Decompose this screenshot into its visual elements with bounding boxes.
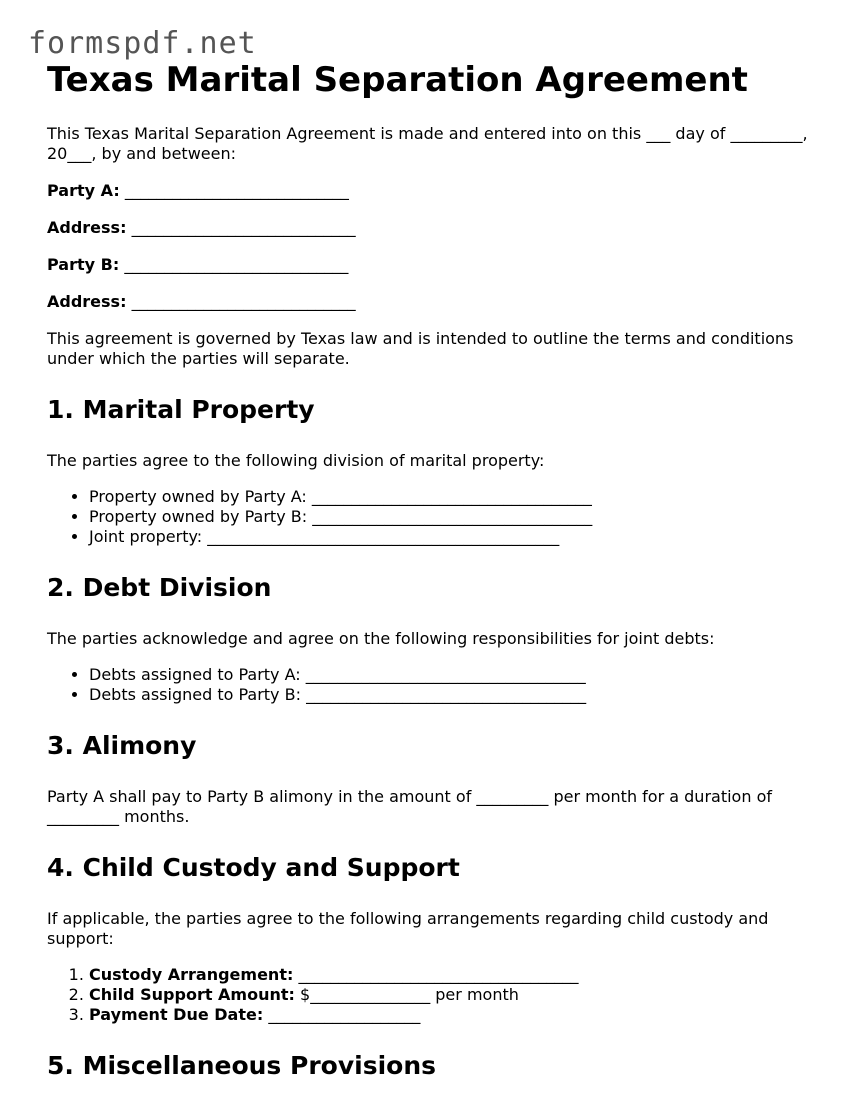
field-address-b: [47, 292, 817, 312]
field-blank: ____________________________: [131, 292, 356, 311]
section-text-alimony: Party A shall pay to Party B alimony in the amount of _________ per month for a duration of _________ months.: [47, 787, 772, 826]
property-list: [47, 487, 817, 547]
document-title: Texas Marital Separation Agreement: [47, 60, 748, 100]
list-item: • Debts assigned to Party A: ___________________________________: [89, 665, 817, 685]
debt-list: [47, 665, 817, 705]
section-heading-misc: 5. Miscellaneous Provisions: [47, 1051, 437, 1080]
section-heading-debt: 2. Debt Division: [47, 573, 272, 602]
section-text-property: The parties agree to the following division of marital property:: [47, 451, 545, 470]
item-label: Payment Due Date:: [89, 1005, 264, 1024]
field-label: Address:: [47, 292, 127, 311]
item-blank: ___________________: [263, 1005, 421, 1024]
field-label: Party A:: [47, 181, 120, 200]
section-text-debt: The parties acknowledge and agree on the following responsibilities for joint debts:: [47, 629, 715, 648]
section-heading-custody: 4. Child Custody and Support: [47, 853, 460, 882]
list-item: • Joint property: ____________________________________________: [89, 527, 817, 547]
item-blank: ___________________________________: [293, 965, 579, 984]
item-label: Child Support Amount:: [89, 985, 295, 1004]
item-label: Custody Arrangement:: [89, 965, 294, 984]
field-party-b: [47, 255, 817, 275]
governing-law-paragraph: This agreement is governed by Texas law and is intended to outline the terms and conditions under which the parties will separate.: [47, 329, 794, 368]
watermark: formspdf.net: [28, 26, 257, 61]
field-blank: ____________________________: [131, 218, 356, 237]
section-heading-alimony: 3. Alimony: [47, 731, 197, 760]
field-address-a: [47, 218, 817, 238]
intro-paragraph: This Texas Marital Separation Agreement is made and entered into on this ___ day of _________, 20___, by and between:: [47, 124, 808, 163]
field-label: Address:: [47, 218, 127, 237]
custody-list: [47, 965, 817, 1025]
section-text-custody: If applicable, the parties agree to the following arrangements regarding child custody and support:: [47, 909, 769, 948]
field-blank: ____________________________: [124, 181, 349, 200]
list-item: [89, 985, 817, 1005]
section-heading-property: 1. Marital Property: [47, 395, 315, 424]
field-blank: ____________________________: [124, 255, 349, 274]
field-label: Party B:: [47, 255, 120, 274]
list-item: • Debts assigned to Party B: ___________________________________: [89, 685, 817, 705]
document-page: [47, 60, 817, 1081]
item-blank: $_______________ per month: [294, 985, 519, 1004]
list-item: • Property owned by Party B: ___________________________________: [89, 507, 817, 527]
list-item: • Property owned by Party A: ___________________________________: [89, 487, 817, 507]
list-item: [89, 1005, 817, 1025]
field-party-a: [47, 181, 817, 201]
list-item: [89, 965, 817, 985]
